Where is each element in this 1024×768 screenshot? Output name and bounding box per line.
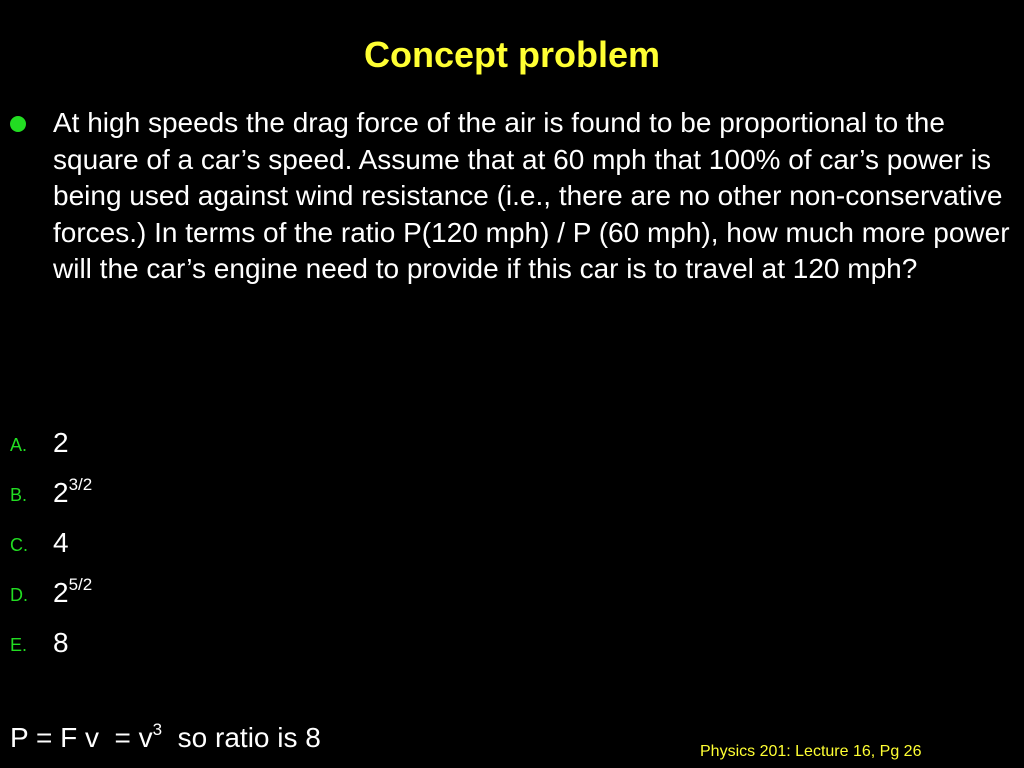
- question-text: At high speeds the drag force of the air is found to be proportional to the square of a car’s speed. Assume that at 60 mph that 100% of car’s power is being used against wind resistance (i.e., there are no other non-conservative forces.) In terms of the ratio P(120 mph) / P (60 mph), how much more power will the car’s engine need to provide if this car is to travel at 120 mph?: [53, 107, 1010, 285]
- option-letter: E.: [10, 635, 28, 655]
- option-base: 8: [53, 627, 69, 658]
- option-value: [53, 426, 69, 460]
- option-d: [10, 570, 310, 620]
- option-exponent: 3/2: [68, 475, 93, 494]
- option-base: 2: [53, 577, 69, 608]
- slide-title: Concept problem: [363, 34, 660, 75]
- option-value: [53, 526, 69, 560]
- option-value: [53, 626, 69, 660]
- option-letter: B.: [10, 485, 28, 505]
- option-base: 2: [53, 477, 69, 508]
- answer-before: P = F v = v: [10, 722, 153, 753]
- answer-exponent: 3: [152, 720, 163, 739]
- option-a: [10, 420, 310, 470]
- option-value: [53, 576, 92, 610]
- bullet-dot-icon: [10, 116, 26, 132]
- option-letter: D.: [10, 585, 28, 605]
- option-value: [53, 476, 92, 510]
- option-letter: A.: [10, 435, 28, 455]
- answer-explanation: [10, 720, 321, 756]
- slide-footer: Physics 201: Lecture 16, Pg 26: [700, 743, 922, 760]
- option-c: [10, 520, 310, 570]
- option-b: [10, 470, 310, 520]
- option-base: 4: [53, 527, 69, 558]
- option-exponent: 5/2: [68, 575, 93, 594]
- option-e: [10, 620, 310, 670]
- option-base: 2: [53, 427, 69, 458]
- answer-options: [10, 420, 310, 670]
- option-letter: C.: [10, 535, 28, 555]
- answer-after: so ratio is 8: [162, 722, 321, 753]
